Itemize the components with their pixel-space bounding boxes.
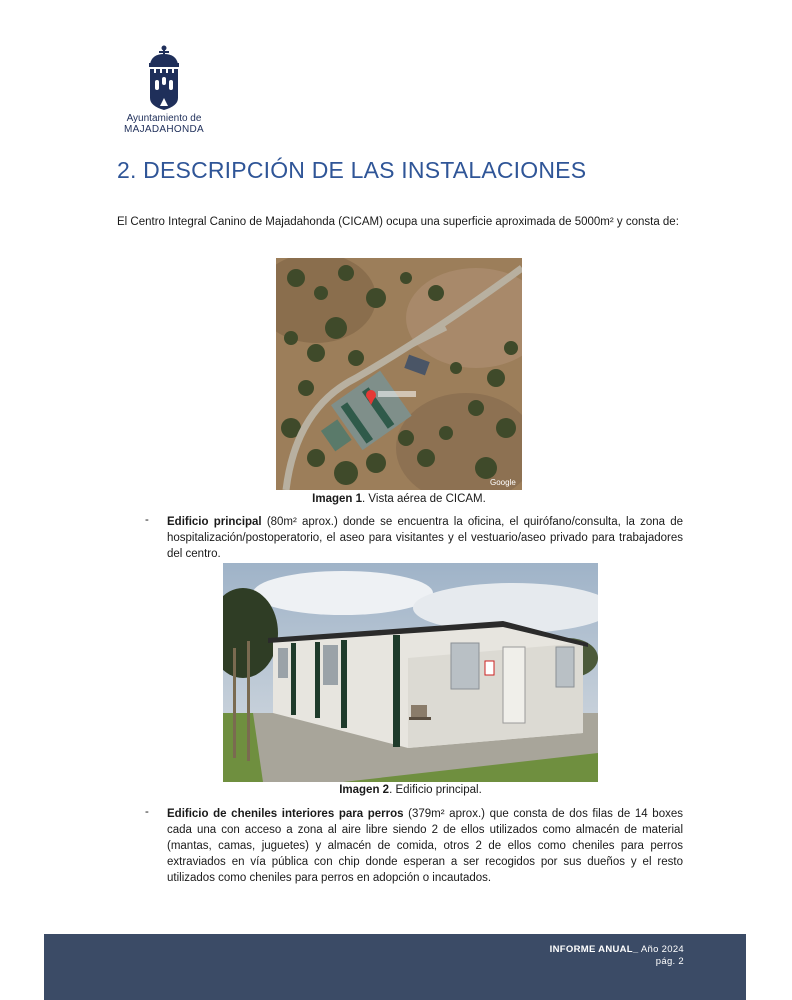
image2-caption-text: . Edificio principal. xyxy=(389,784,482,796)
footer-report-label: INFORME ANUAL_ xyxy=(549,944,639,955)
main-building-photo xyxy=(223,563,598,782)
bullet-main-building-text: (80m² aprox.) donde se encuentra la oficina, el quirófano/consulta, la zona de hospitalización/postoperatorio, el aseo para visitantes y el vestuario/aseo privado para trabajadores del centro. xyxy=(167,516,683,560)
image2-caption-label: Imagen 2 xyxy=(339,784,390,796)
bullet-kennels-building-text: (379m² aprox.) que consta de dos filas de 14 boxes cada una con acceso a zona al aire libre siendo 2 de ellos utilizados como almacén de material (mantas, camas, juguetes) y almacén de comida, otros 2 de ellos como cheniles para perros extraviados en vía pública con chip donde esperan a ser recogidos por sus dueños y el resto utilizados como cheniles para perros en adopción o incautados. xyxy=(167,808,683,884)
footer-report-line xyxy=(550,944,684,955)
footer-page-number: pág. 2 xyxy=(655,956,684,967)
map-attribution-label: Google xyxy=(490,478,516,487)
image1-caption-label: Imagen 1 xyxy=(312,493,363,505)
bullet-main-building xyxy=(167,514,683,562)
bullet-marker: - xyxy=(145,514,149,526)
aerial-photo xyxy=(276,258,522,490)
bullet-kennels-building xyxy=(167,806,683,886)
logo-text-line2: MAJADAHONDA xyxy=(124,124,204,135)
image2-caption xyxy=(223,783,598,797)
section-title: 2. DESCRIPCIÓN DE LAS INSTALACIONES xyxy=(117,157,587,183)
intro-paragraph: El Centro Integral Canino de Majadahonda (CICAM) ocupa una superficie aproximada de 5000m² y consta de: xyxy=(117,216,679,228)
footer-year: Año 2024 xyxy=(638,944,684,955)
logo-text-line1: Ayuntamiento de xyxy=(126,113,202,124)
image1-caption-text: . Vista aérea de CICAM. xyxy=(362,493,486,505)
image1-caption xyxy=(276,492,522,506)
bullet-marker: - xyxy=(145,806,149,818)
municipal-logo xyxy=(118,44,210,135)
coat-of-arms-icon xyxy=(144,44,184,110)
bullet-main-building-term: Edificio principal xyxy=(167,516,262,528)
page-footer xyxy=(44,934,746,1000)
bullet-kennels-building-term: Edificio de cheniles interiores para perros xyxy=(167,808,404,820)
